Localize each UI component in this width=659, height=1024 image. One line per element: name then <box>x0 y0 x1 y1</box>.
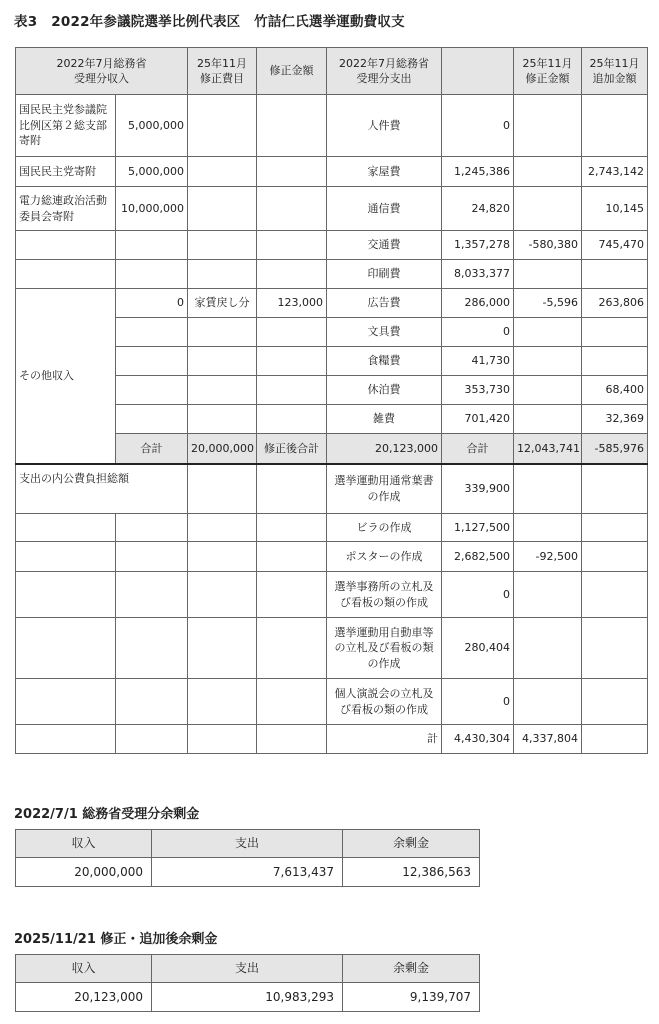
expense-table <box>15 47 648 754</box>
surplus-balance-value: 9,139,707 <box>343 983 480 1012</box>
public-revision <box>514 572 582 618</box>
expense-revision: -580,380 <box>514 231 582 260</box>
public-amount: 1,127,500 <box>442 514 514 542</box>
expense-item: 広告費 <box>327 289 442 318</box>
public-item: 選挙事務所の立札及び看板の類の作成 <box>327 572 442 618</box>
surplus-expense-value: 7,613,437 <box>152 858 343 887</box>
public-revision <box>514 464 582 514</box>
surplus-2025-title: 2025/11/21 修正・追加後余剰金 <box>14 932 218 947</box>
public-total-row <box>16 725 648 754</box>
header-expense-amount <box>442 48 514 95</box>
public-amount: 0 <box>442 572 514 618</box>
expense-addition: 32,369 <box>582 405 648 434</box>
expense-addition: 68,400 <box>582 376 648 405</box>
surplus-header-row <box>16 955 480 983</box>
table-row <box>16 95 648 157</box>
surplus-expense-header: 支出 <box>152 830 343 858</box>
surplus-expense-header: 支出 <box>152 955 343 983</box>
header-revision-item: 25年11月 修正費目 <box>188 48 257 95</box>
public-item: ビラの作成 <box>327 514 442 542</box>
public-row <box>16 618 648 679</box>
page-title <box>14 10 419 30</box>
public-total-label: 計 <box>327 725 442 754</box>
public-item: 選挙運動用通常葉書の作成 <box>327 464 442 514</box>
public-revision <box>514 514 582 542</box>
income-amount: 10,000,000 <box>116 187 188 231</box>
table-row <box>16 260 648 289</box>
expense-revision <box>514 187 582 231</box>
public-row <box>16 679 648 725</box>
surplus-2022-title: 2022/7/1 総務省受理分余剰金 <box>14 807 200 822</box>
public-total-revised: 4,337,804 <box>514 725 582 754</box>
expense-addition: 263,806 <box>582 289 648 318</box>
expense-item: 文具費 <box>327 318 442 347</box>
expense-item: 通信費 <box>327 187 442 231</box>
public-row <box>16 572 648 618</box>
expense-amount: 1,245,386 <box>442 157 514 187</box>
table-row <box>16 231 648 260</box>
expense-amount: 0 <box>442 95 514 157</box>
income-amount: 5,000,000 <box>116 157 188 187</box>
public-row <box>16 514 648 542</box>
expense-addition <box>582 260 648 289</box>
income-label: 国民民主党参議院比例区第２総支部寄附 <box>16 95 116 157</box>
revised-total-label: 修正後合計 <box>257 434 327 464</box>
surplus-balance-header: 余剰金 <box>343 955 480 983</box>
revision-total: -585,976 <box>582 434 648 464</box>
expense-addition <box>582 95 648 157</box>
public-revision <box>514 679 582 725</box>
expense-revision <box>514 157 582 187</box>
header-expense-revision: 25年11月 修正金額 <box>514 48 582 95</box>
expense-amount: 0 <box>442 318 514 347</box>
surplus-expense-value: 10,983,293 <box>152 983 343 1012</box>
expense-item: 人件費 <box>327 95 442 157</box>
surplus-value-row <box>16 858 480 887</box>
expense-item: 休泊費 <box>327 376 442 405</box>
public-row <box>16 542 648 572</box>
table-row <box>16 157 648 187</box>
public-revision <box>514 618 582 679</box>
expense-addition: 745,470 <box>582 231 648 260</box>
public-total-amount: 4,430,304 <box>442 725 514 754</box>
expense-addition: 10,145 <box>582 187 648 231</box>
expense-item: 印刷費 <box>327 260 442 289</box>
expense-addition <box>582 318 648 347</box>
surplus-2022-table <box>15 829 480 887</box>
expense-amount: 701,420 <box>442 405 514 434</box>
total-label: 合計 <box>116 434 188 464</box>
public-revision: -92,500 <box>514 542 582 572</box>
surplus-balance-value: 12,386,563 <box>343 858 480 887</box>
income-label: その他収入 <box>16 289 116 464</box>
surplus-income-header: 収入 <box>16 955 152 983</box>
header-expense: 2022年7月総務省 受理分支出 <box>327 48 442 95</box>
expense-item: 雑費 <box>327 405 442 434</box>
surplus-2025-table <box>15 954 480 1012</box>
expense-item: 食糧費 <box>327 347 442 376</box>
public-amount: 339,900 <box>442 464 514 514</box>
expense-amount: 8,033,377 <box>442 260 514 289</box>
table-title: 2022年参議院選挙比例代表区 竹詰仁氏選挙運動費収支 <box>51 14 405 30</box>
public-item: 個人演説会の立札及び看板の類の作成 <box>327 679 442 725</box>
income-label: 電力総連政治活動委員会寄附 <box>16 187 116 231</box>
header-revision-amount: 修正金額 <box>257 48 327 95</box>
surplus-header-row <box>16 830 480 858</box>
expense-revision <box>514 318 582 347</box>
revision-item: 家賃戻し分 <box>188 289 257 318</box>
revision-amount: 123,000 <box>257 289 327 318</box>
header-row <box>16 48 648 95</box>
expense-total: 12,043,741 <box>514 434 582 464</box>
expense-revision <box>514 95 582 157</box>
expense-revision <box>514 347 582 376</box>
public-amount: 280,404 <box>442 618 514 679</box>
revised-total: 20,123,000 <box>327 434 442 464</box>
income-total: 20,000,000 <box>188 434 257 464</box>
expense-amount: 353,730 <box>442 376 514 405</box>
expense-revision <box>514 260 582 289</box>
expense-total-label: 合計 <box>442 434 514 464</box>
expense-amount: 24,820 <box>442 187 514 231</box>
public-item: 選挙運動用自動車等の立札及び看板の類の作成 <box>327 618 442 679</box>
public-item: ポスターの作成 <box>327 542 442 572</box>
expense-amount: 41,730 <box>442 347 514 376</box>
public-row <box>16 464 648 514</box>
table-number: 表3 <box>14 14 38 30</box>
surplus-income-header: 収入 <box>16 830 152 858</box>
expense-amount: 1,357,278 <box>442 231 514 260</box>
public-amount: 2,682,500 <box>442 542 514 572</box>
income-amount: 0 <box>116 289 188 318</box>
public-label: 支出の内公費負担総額 <box>16 464 188 514</box>
expense-revision: -5,596 <box>514 289 582 318</box>
surplus-balance-header: 余剰金 <box>343 830 480 858</box>
header-expense-addition: 25年11月 追加金額 <box>582 48 648 95</box>
surplus-value-row <box>16 983 480 1012</box>
expense-addition: 2,743,142 <box>582 157 648 187</box>
public-amount: 0 <box>442 679 514 725</box>
expense-revision <box>514 376 582 405</box>
income-amount: 5,000,000 <box>116 95 188 157</box>
expense-addition <box>582 347 648 376</box>
header-income: 2022年7月総務省 受理分収入 <box>16 48 188 95</box>
surplus-income-value: 20,000,000 <box>16 858 152 887</box>
table-row <box>16 187 648 231</box>
expense-amount: 286,000 <box>442 289 514 318</box>
table-row <box>16 289 648 318</box>
expense-revision <box>514 405 582 434</box>
expense-item: 交通費 <box>327 231 442 260</box>
surplus-income-value: 20,123,000 <box>16 983 152 1012</box>
income-label: 国民民主党寄附 <box>16 157 116 187</box>
expense-item: 家屋費 <box>327 157 442 187</box>
